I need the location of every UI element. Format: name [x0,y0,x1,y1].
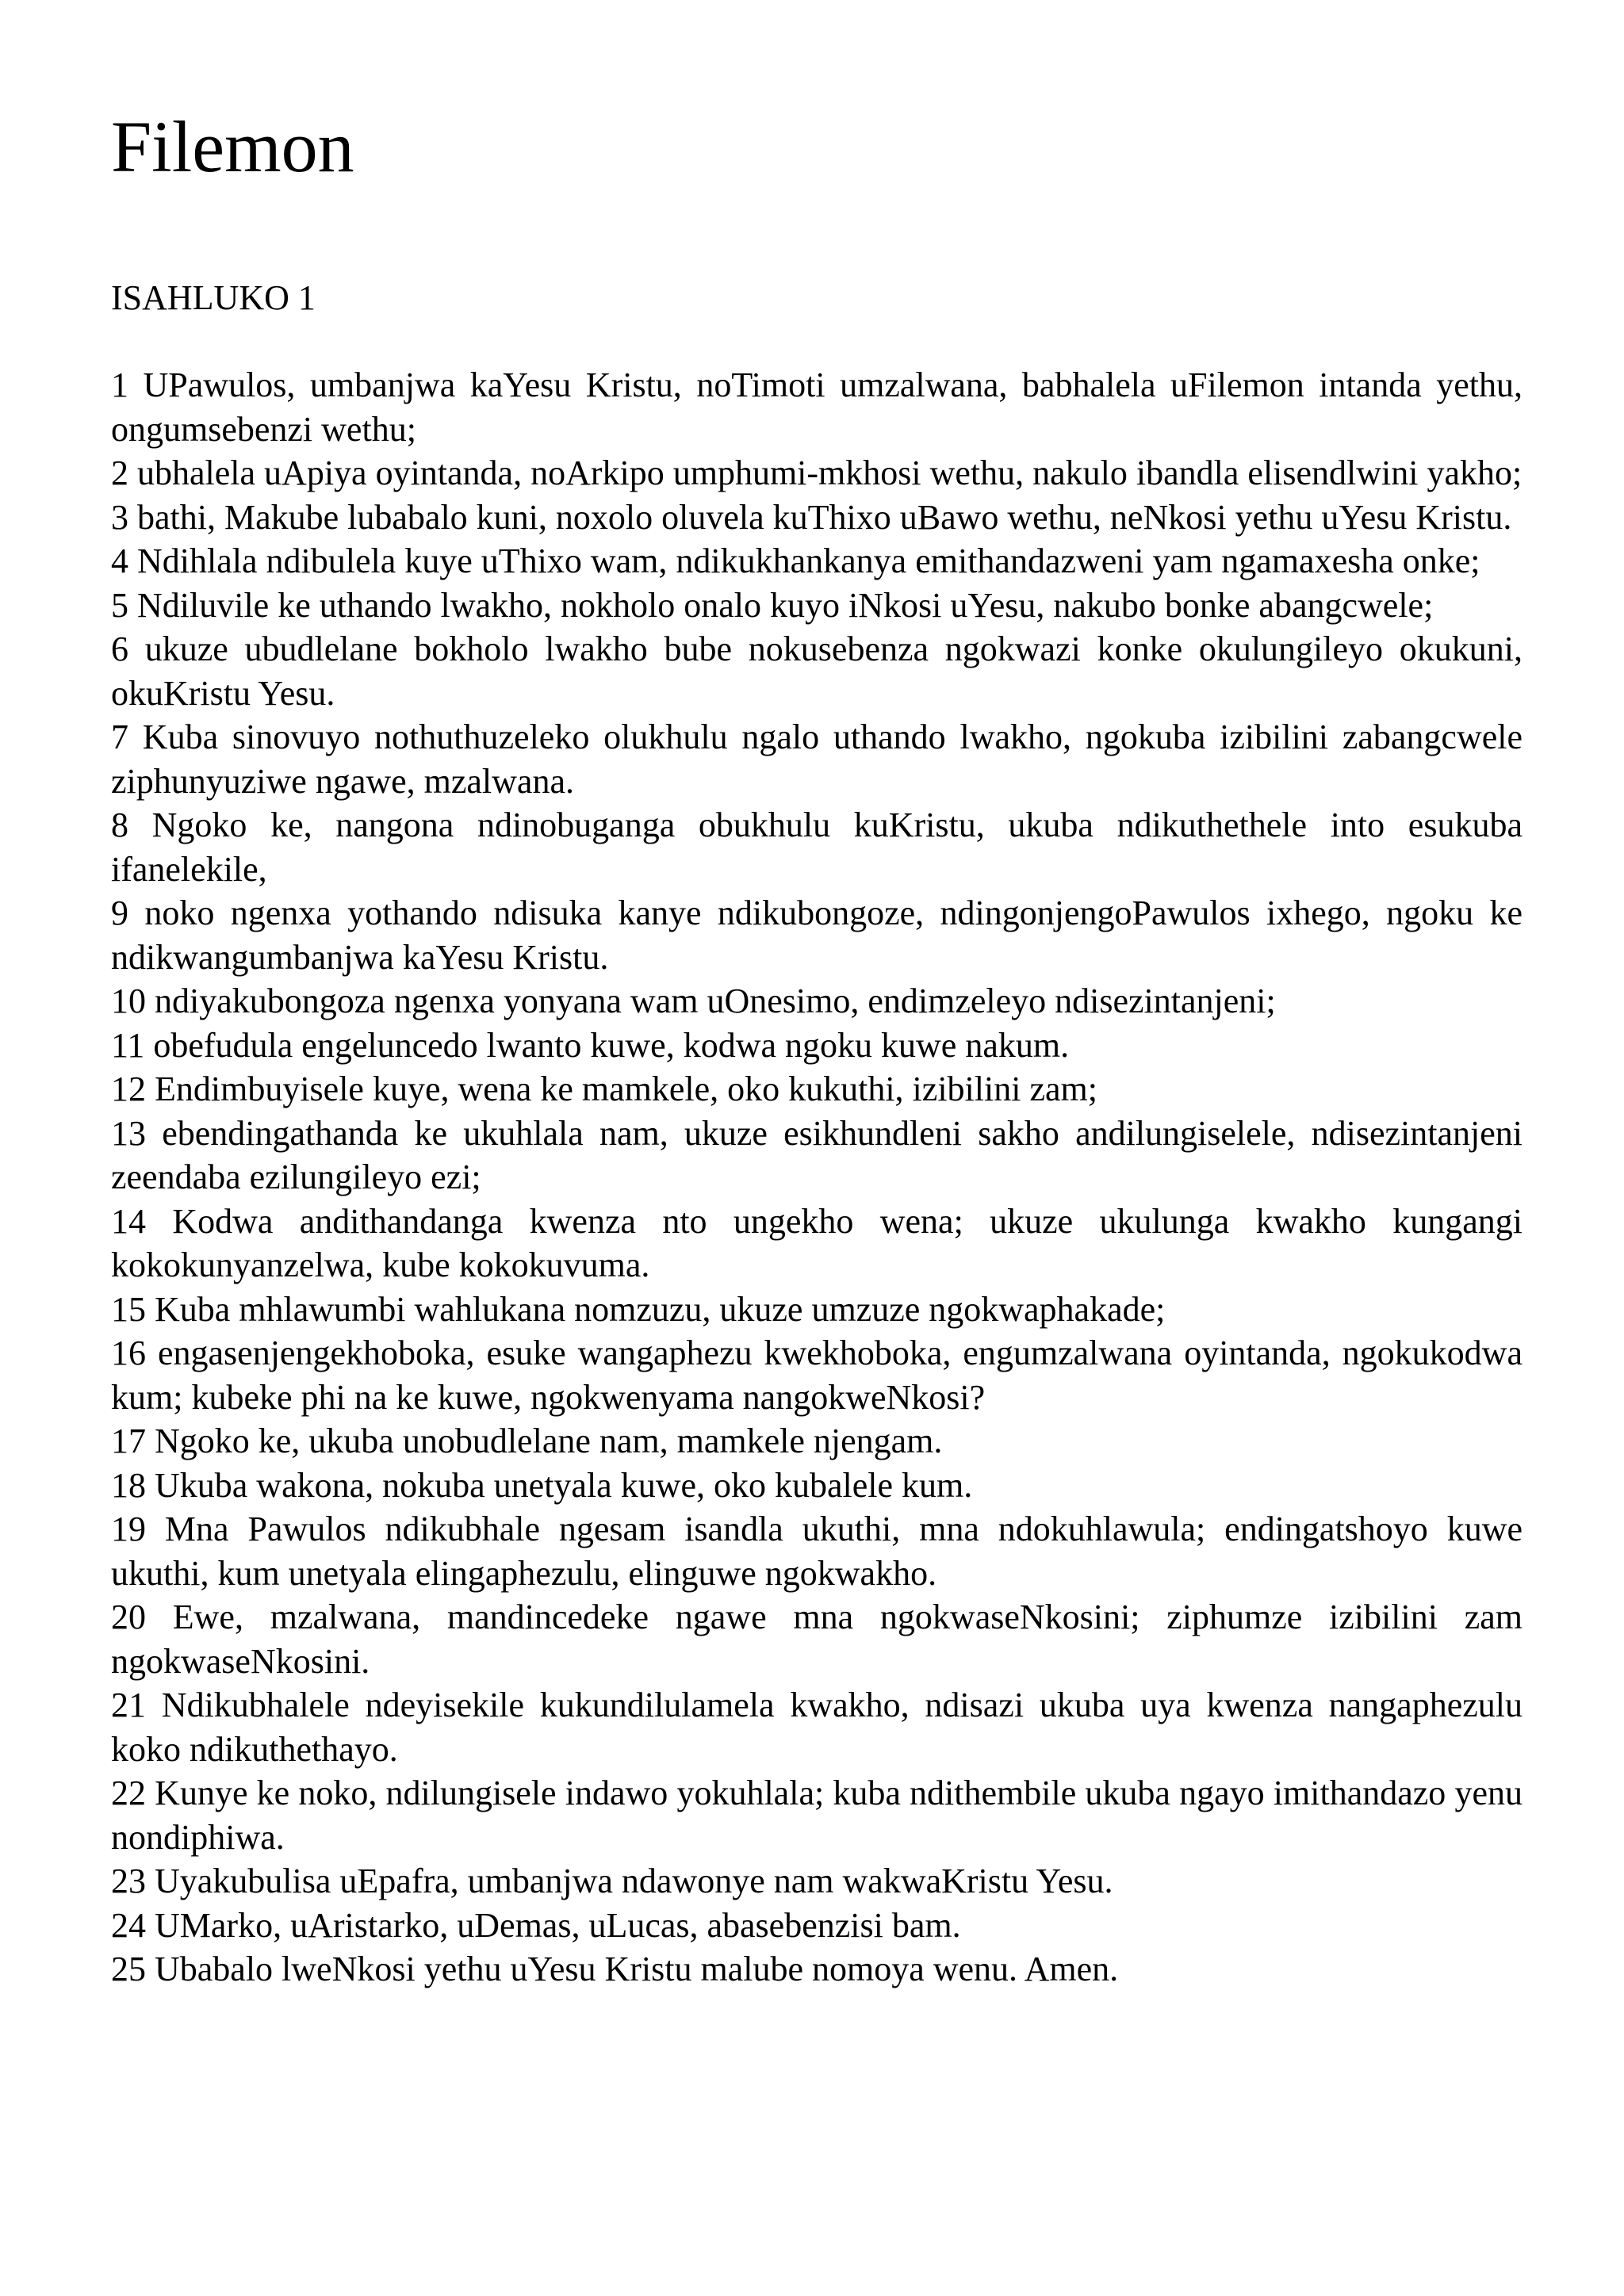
verse-18: 18 Ukuba wakona, nokuba unetyala kuwe, oko kubalele kum. [111,1465,973,1505]
verse-11: 11 obefudula engeluncedo lwanto kuwe, kodwa ngoku kuwe nakum. [111,1025,1070,1065]
verse-19: 19 Mna Pawulos ndikubhale ngesam isandla ukuthi, mna ndokuhlawula; endingatshoyo kuwe ukuthi, kum unetyala elingaphezulu, elinguwe ngokwakho. [111,1510,1522,1593]
verse-24: 24 UMarko, uAristarko, uDemas, uLucas, abasebenzisi bam. [111,1905,961,1945]
verse-4: 4 Ndihlala ndibulela kuye uThixo wam, ndikukhankanya emithandazweni yam ngamaxesha onke; [111,541,1480,580]
verse-21: 21 Ndikubhalele ndeyisekile kukundilulamela kwakho, ndisazi ukuba uya kwenza nangaphezulu koko ndikuthethayo. [111,1686,1522,1769]
verse-17: 17 Ngoko ke, ukuba unobudlelane nam, mamkele njengam. [111,1422,943,1460]
verse-13: 13 ebendingathanda ke ukuhlala nam, ukuze esikhundleni sakho andilungiselele, ndisezintanjeni zeendaba ezilungileyo ezi; [111,1113,1522,1196]
verse-7: 7 Kuba sinovuyo nothuthuzeleko olukhulu ngalo uthando lwakho, ngokuba izibilini zabangcwele ziphunyuziwe ngawe, mzalwana. [111,718,1522,801]
verse-12: 12 Endimbuyisele kuye, wena ke mamkele, oko kukuthi, izibilini zam; [111,1070,1097,1108]
verse-2: 2 ubhalela uApiya oyintanda, noArkipo umphumi-mkhosi wethu, nakulo ibandla elisendlwini yakho; [111,453,1522,492]
verse-16: 16 engasenjengekhoboka, esuke wangaphezu kwekhoboka, engumzalwana oyintanda, ngokukodwa kum; kubeke phi na ke kuwe, ngokwenyama nangokweNkosi? [111,1334,1522,1417]
verse-6: 6 ukuze ubudlelane bokholo lwakho bube nokusebenza ngokwazi konke okulungileyo okukuni, okuKristu Yesu. [111,629,1522,713]
verse-22: 22 Kunye ke noko, ndilungisele indawo yokuhlala; kuba ndithembile ukuba ngayo imithandazo yenu nondiphiwa. [111,1774,1522,1857]
verse-23: 23 Uyakubulisa uEpafra, umbanjwa ndawonye nam wakwaKristu Yesu. [111,1862,1113,1900]
verse-14: 14 Kodwa andithandanga kwenza nto ungekho wena; ukuze ukulunga kwakho kungangi kokokunyanzelwa, kube kokokuvuma. [111,1201,1522,1284]
document-title: Filemon [111,106,354,187]
verse-1: 1 UPawulos, umbanjwa kaYesu Kristu, noTimoti umzalwana, babhalela uFilemon intanda yethu, ongumsebenzi wethu; [111,365,1522,449]
verse-list [111,363,1522,1992]
verse-5: 5 Ndiluvile ke uthando lwakho, nokholo onalo kuyo iNkosi uYesu, nakubo bonke abangcwele; [111,585,1434,625]
verse-3: 3 bathi, Makube lubabalo kuni, noxolo oluvela kuThixo uBawo wethu, neNkosi yethu uYesu Kristu. [111,497,1512,537]
verse-20: 20 Ewe, mzalwana, mandincedeke ngawe mna ngokwaseNkosini; ziphumze izibilini zam ngokwaseNkosini. [111,1598,1522,1681]
verse-15: 15 Kuba mhlawumbi wahlukana nomzuzu, ukuze umzuze ngokwaphakade; [111,1289,1166,1329]
verse-10: 10 ndiyakubongoza ngenxa yonyana wam uOnesimo, endimzeleyo ndisezintanjeni; [111,982,1276,1020]
verse-8: 8 Ngoko ke, nangona ndinobuganga obukhulu kuKristu, ukuba ndikuthethele into esukuba ifanelekile, [111,806,1522,889]
verse-25: 25 Ubabalo lweNkosi yethu uYesu Kristu malube nomoya wenu. Amen. [111,1950,1119,1988]
verse-9: 9 noko ngenxa yothando ndisuka kanye ndikubongoze, ndingonjengoPawulos ixhego, ngoku ke ndikwangumbanjwa kaYesu Kristu. [111,894,1522,977]
chapter-heading: ISAHLUKO 1 [111,278,316,317]
